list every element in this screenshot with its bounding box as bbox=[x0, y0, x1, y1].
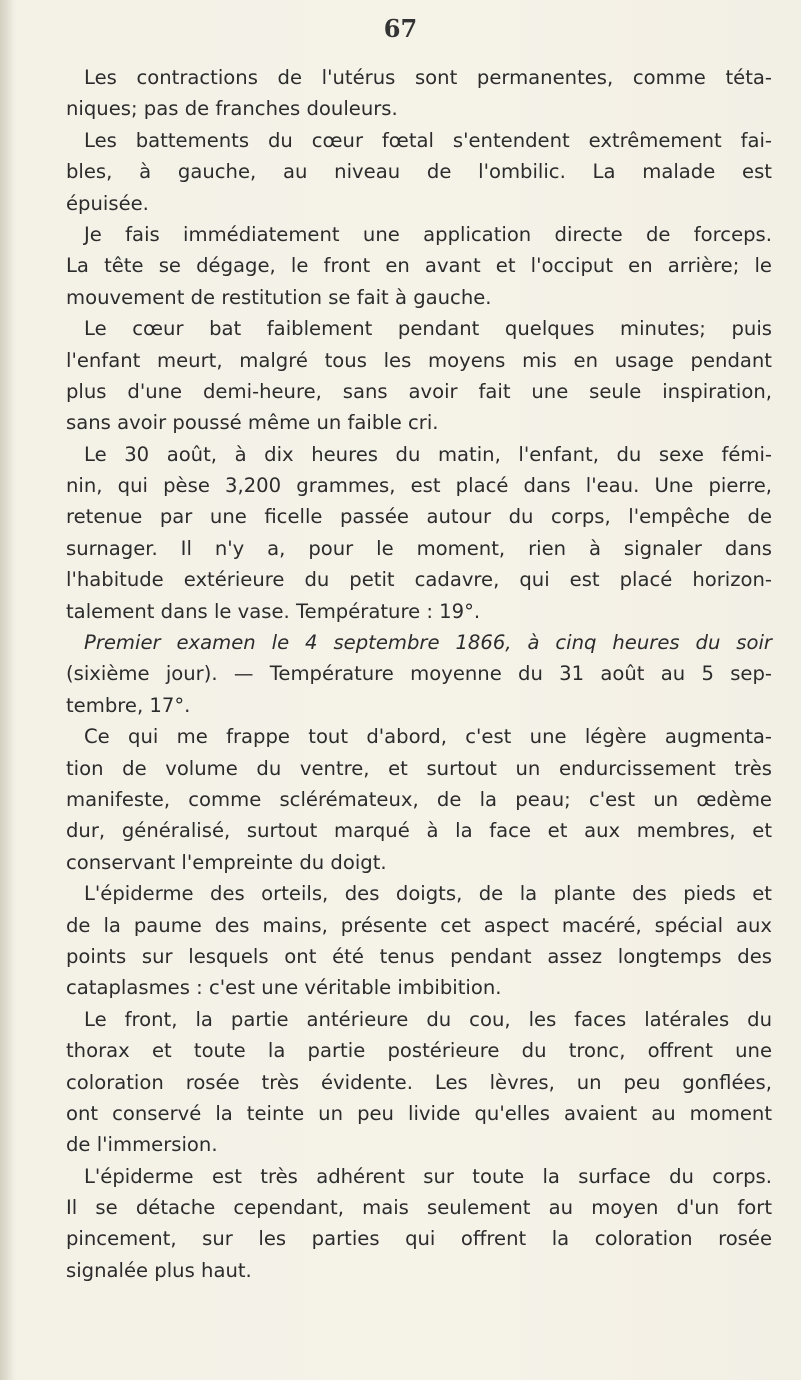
text-line: Le cœur bat faiblement pendant quelques minutes; puis bbox=[84, 317, 772, 341]
text-line: pincement, sur les parties qui offrent la coloration rosée bbox=[66, 1227, 772, 1251]
page-number: 67 bbox=[383, 14, 418, 43]
text-line: nin, qui pèse 3,200 grammes, est placé dans l'eau. Une pierre, bbox=[66, 474, 772, 498]
text-line: sans avoir poussé même un faible cri. bbox=[66, 411, 439, 435]
text-line: l'habitude extérieure du petit cadavre, qui est placé horizon- bbox=[66, 568, 772, 592]
text-line: Le 30 août, à dix heures du matin, l'enfant, du sexe fémi- bbox=[84, 442, 772, 466]
text-line: bles, à gauche, au niveau de l'ombilic. La malade est bbox=[66, 160, 772, 184]
text-line: L'épiderme est très adhérent sur toute la surface du corps. bbox=[84, 1164, 772, 1188]
text-line: de la paume des mains, présente cet aspect macéré, spécial aux bbox=[66, 913, 772, 937]
text-line: mouvement de restitution se fait à gauche. bbox=[66, 285, 492, 309]
text-line: épuisée. bbox=[66, 191, 149, 215]
text-line: Je fais immédiatement une application directe de forceps. bbox=[84, 222, 772, 246]
text-line: Les battements du cœur fœtal s'entendent extrêmement fai- bbox=[84, 128, 772, 152]
text-line: Le front, la partie antérieure du cou, les faces latérales du bbox=[84, 1007, 772, 1031]
text-line: l'enfant meurt, malgré tous les moyens mis en usage pendant bbox=[66, 348, 772, 372]
text-line: ont conservé la teinte un peu livide qu'elles avaient au moment bbox=[66, 1101, 772, 1125]
text-line: signalée plus haut. bbox=[66, 1258, 252, 1282]
text-line: retenue par une ficelle passée autour du corps, l'empêche de bbox=[66, 505, 772, 529]
text-line: thorax et toute la partie postérieure du tronc, offrent une bbox=[66, 1039, 772, 1063]
text-line: cataplasmes : c'est une véritable imbibition. bbox=[66, 976, 502, 1000]
text-line: manifeste, comme sclérémateux, de la peau; c'est un œdème bbox=[66, 787, 772, 811]
text-line: (sixième jour). — Température moyenne du 31 août au 5 sep- bbox=[66, 662, 772, 686]
text-line: Ce qui me frappe tout d'abord, c'est une légère augmenta- bbox=[84, 725, 772, 749]
text-line: talement dans le vase. Température : 19°. bbox=[66, 599, 481, 623]
text-line: surnager. Il n'y a, pour le moment, rien à signaler dans bbox=[66, 536, 772, 560]
body-text bbox=[66, 62, 772, 1286]
text-line: Il se détache cependant, mais seulement au moyen d'un fort bbox=[66, 1196, 772, 1220]
text-line: tembre, 17°. bbox=[66, 693, 191, 717]
text-line: plus d'une demi-heure, sans avoir fait une seule inspiration, bbox=[66, 379, 772, 403]
text-line: Premier examen le 4 septembre 1866, à cinq heures du soir bbox=[84, 631, 772, 655]
text-line: conservant l'empreinte du doigt. bbox=[66, 850, 387, 874]
text-line: La tête se dégage, le front en avant et l'occiput en arrière; le bbox=[66, 254, 772, 278]
text-line: tion de volume du ventre, et surtout un endurcissement très bbox=[66, 756, 772, 780]
text-line: L'épiderme des orteils, des doigts, de la plante des pieds et bbox=[84, 882, 772, 906]
text-line: coloration rosée très évidente. Les lèvres, un peu gonflées, bbox=[66, 1070, 772, 1094]
text-line: points sur lesquels ont été tenus pendant assez longtemps des bbox=[66, 944, 772, 968]
text-line: dur, généralisé, surtout marqué à la face et aux membres, et bbox=[66, 819, 772, 843]
page-edge-shadow bbox=[0, 0, 14, 1380]
text-line: Les contractions de l'utérus sont permanentes, comme téta- bbox=[84, 66, 772, 89]
text-line: de l'immersion. bbox=[66, 1133, 218, 1157]
text-line: niques; pas de franches douleurs. bbox=[66, 97, 398, 121]
